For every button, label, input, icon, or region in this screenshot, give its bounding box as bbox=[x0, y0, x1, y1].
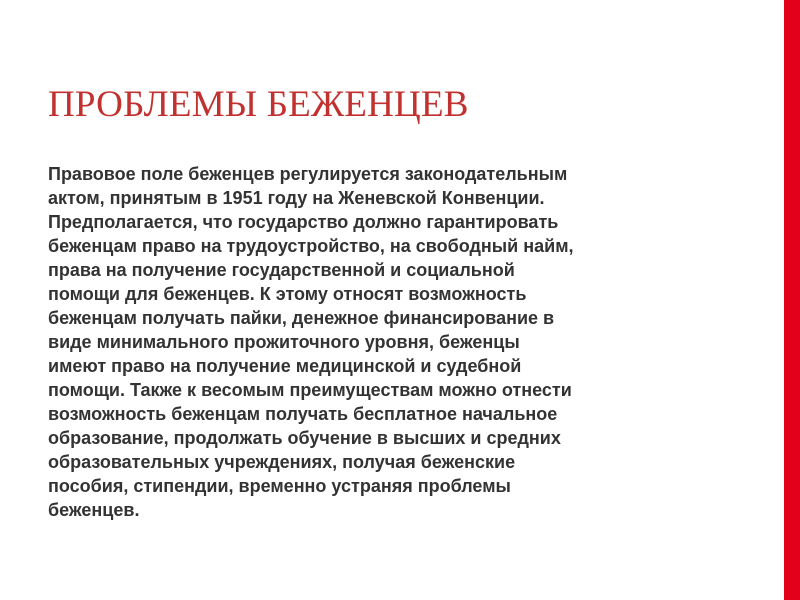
body-line: помощи. Также к весомым преимуществам можно отнести bbox=[48, 380, 572, 400]
slide-title: ПРОБЛЕМЫ БЕЖЕНЦЕВ bbox=[48, 84, 469, 125]
body-line: образовательных учреждениях, получая беженские bbox=[48, 452, 516, 472]
body-line: помощи для беженцев. К этому относят возможность bbox=[48, 284, 527, 304]
body-line: Правовое поле беженцев регулируется законодательным bbox=[48, 164, 568, 184]
body-line: Предполагается, что государство должно гарантировать bbox=[48, 212, 559, 232]
body-line: беженцам право на трудоустройство, на свободный найм, bbox=[48, 236, 574, 256]
body-line: возможность беженцам получать бесплатное начальное bbox=[48, 404, 558, 424]
body-line: имеют право на получение медицинской и судебной bbox=[48, 356, 522, 376]
body-line: виде минимального прожиточного уровня, беженцы bbox=[48, 332, 520, 352]
body-line: беженцам получать пайки, денежное финансирование в bbox=[48, 308, 555, 328]
accent-bar bbox=[784, 0, 800, 600]
body-line: беженцев. bbox=[48, 500, 140, 520]
body-line: пособия, стипендии, временно устраняя проблемы bbox=[48, 476, 511, 496]
body-line: права на получение государственной и социальной bbox=[48, 260, 515, 280]
slide-body bbox=[48, 162, 718, 522]
body-line: актом, принятым в 1951 году на Женевской Конвенции. bbox=[48, 188, 545, 208]
body-line: образование, продолжать обучение в высших и средних bbox=[48, 428, 561, 448]
